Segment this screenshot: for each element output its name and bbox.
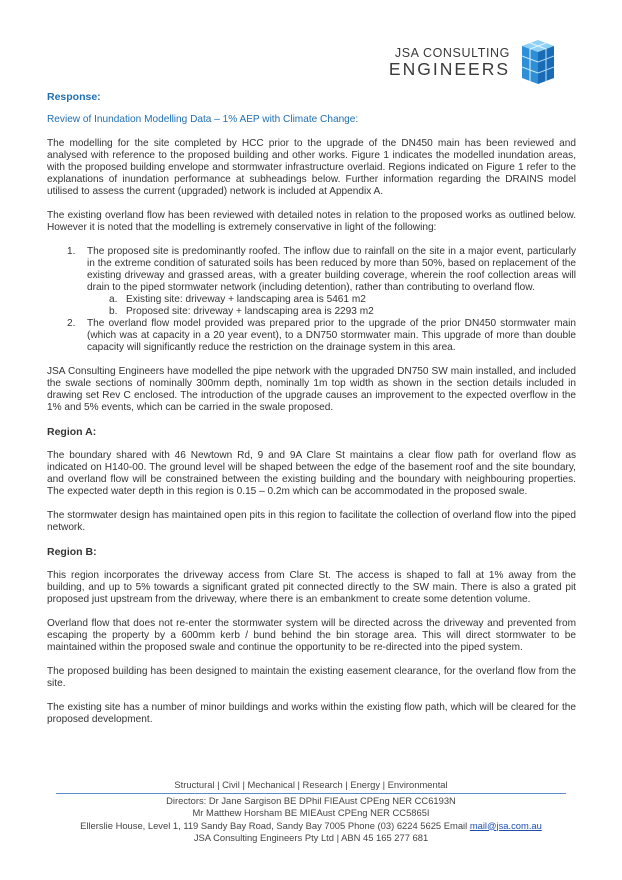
footer-directors-line2: Mr Matthew Horsham BE MIEAust CPEng NER CC5865I: [192, 807, 430, 819]
footer-abn: JSA Consulting Engineers Pty Ltd | ABN 45 165 277 681: [193, 831, 429, 843]
footer-services: Structural | Civil | Mechanical | Research | Energy | Environmental: [174, 779, 448, 790]
company-name-line1: JSA CONSULTING: [394, 46, 510, 60]
paragraph-region-a-1: The boundary shared with 46 Newtown Rd, 9 and 9A Clare St maintains a clear flow path for overland flow as indicated on H140-00. The ground level will be shaped between the edge of the basement roof and the site boundary, and overland flow will be constrained between the existing building and the boundary with neighbouring properties. The expected water depth in this region is 0.15 – 0.2m which can be accommodated in the proposed swale.: [47, 450, 576, 497]
footer-directors: [0, 795, 622, 844]
list-item-number: 1.: [67, 246, 76, 257]
stacked-blue-cubes-icon: [514, 38, 562, 88]
footer-directors-line1: Directors: Dr Jane Sargison BE DPhil FIEAust CPEng NER CC6193N: [166, 795, 456, 806]
footer-address-text: Ellerslie House, Level 1, 119 Sandy Bay Road, Sandy Bay 7005 Phone (03) 6224 5625 Email: [80, 819, 468, 831]
footer-divider: [56, 793, 566, 794]
company-name-line2: ENGINEERS: [388, 59, 510, 79]
response-heading: Response:: [47, 91, 101, 103]
sub-list-item-letter: b.: [109, 306, 118, 317]
sub-list-item: [87, 294, 576, 306]
region-a-heading: Region A:: [47, 426, 97, 438]
paragraph-region-b-2: Overland flow that does not re-enter the stormwater system will be directed across the driveway and prevented from escaping the property by a 600mm kerb / bund behind the bin storage area. This will direct stormwater to be maintained within the proposed swale and continue the opportunity to be re-directed into the piped system.: [47, 618, 576, 653]
paragraph-modelling: The modelling for the site completed by HCC prior to the upgrade of the DN450 main has been reviewed and analysed with reference to the proposed building and other works. Figure 1 indicates the modelled inundation areas, with the proposed building envelope and stormwater infrastructure overlaid. Regions indicated on Figure 1 refer to the explanations of inundation performance at subheadings below. Further information regarding the DRAINS model utilised to assess the current (upgraded) network is included at Appendix A.: [47, 138, 576, 197]
paragraph-overland-flow: The existing overland flow has been reviewed with detailed notes in relation to the proposed works as outlined below. However it is noted that the modelling is extremely conservative in light of the following:: [47, 210, 576, 233]
list-item-number: 2.: [67, 318, 76, 329]
sub-list-item-letter: a.: [109, 294, 118, 305]
footer-email-link[interactable]: mail@jsa.com.au: [469, 819, 542, 831]
review-heading: Review of Inundation Modelling Data – 1% AEP with Climate Change:: [47, 114, 359, 125]
paragraph-region-b-3: The proposed building has been designed to maintain the existing easement clearance, for the overland flow from the site.: [47, 666, 576, 689]
company-logo: [352, 40, 562, 90]
paragraph-region-a-2: The stormwater design has maintained open pits in this region to facilitate the collection of overland flow into the piped network.: [47, 510, 576, 533]
paragraph-region-b-4: The existing site has a number of minor buildings and works within the existing flow path, which will be cleared for the proposed development.: [47, 702, 576, 725]
list-item: [47, 246, 576, 318]
document-body: [47, 91, 576, 726]
region-b-heading: Region B:: [47, 546, 97, 558]
paragraph-region-b-1: This region incorporates the driveway access from Clare St. The access is shaped to fall at 1% away from the building, and up to 5% towards a significant grated pit connected directly to the SW main. There is also a grated pit proposed just upstream from the driveway, where there is an embankment to create some detention volume.: [47, 570, 576, 605]
sub-list-item-text: Proposed site: driveway + landscaping area is 2293 m2: [126, 306, 374, 317]
list-item-text: The proposed site is predominantly roofed. The inflow due to rainfall on the site in a major event, particularly in the extreme condition of saturated soils has been reduced by more than 50%, based on replacement of the existing driveway and grassed areas, with a greater building coverage, wherein the roof collection areas will drain to the piped stormwater network (including detention), rather than contributing to overland flow.: [87, 246, 576, 293]
paragraph-pipe-network: JSA Consulting Engineers have modelled the pipe network with the upgraded DN750 SW main installed, and included the swale sections of nominally 300mm depth, nominally 1m top width as shown in the section details included in drawing set Rev C enclosed. The introduction of the upgrade causes an improvement to the expected overflow in the 1% and 5% events, which can be carried in the swale proposed.: [47, 366, 576, 413]
footer-address: [0, 820, 622, 832]
list-item-text: The overland flow model provided was prepared prior to the upgrade of the prior DN450 stormwater main (which was at capacity in a 20 year event), to a DN750 stormwater main. This upgrade of more than double capacity will significantly reduce the restriction on the drainage system in this area.: [87, 318, 576, 353]
list-item: [47, 318, 576, 354]
sub-list-item-text: Existing site: driveway + landscaping area is 5461 m2: [126, 294, 366, 305]
sub-list-item: [87, 306, 576, 318]
sub-list: [87, 294, 576, 318]
conservatism-list: [47, 246, 576, 354]
